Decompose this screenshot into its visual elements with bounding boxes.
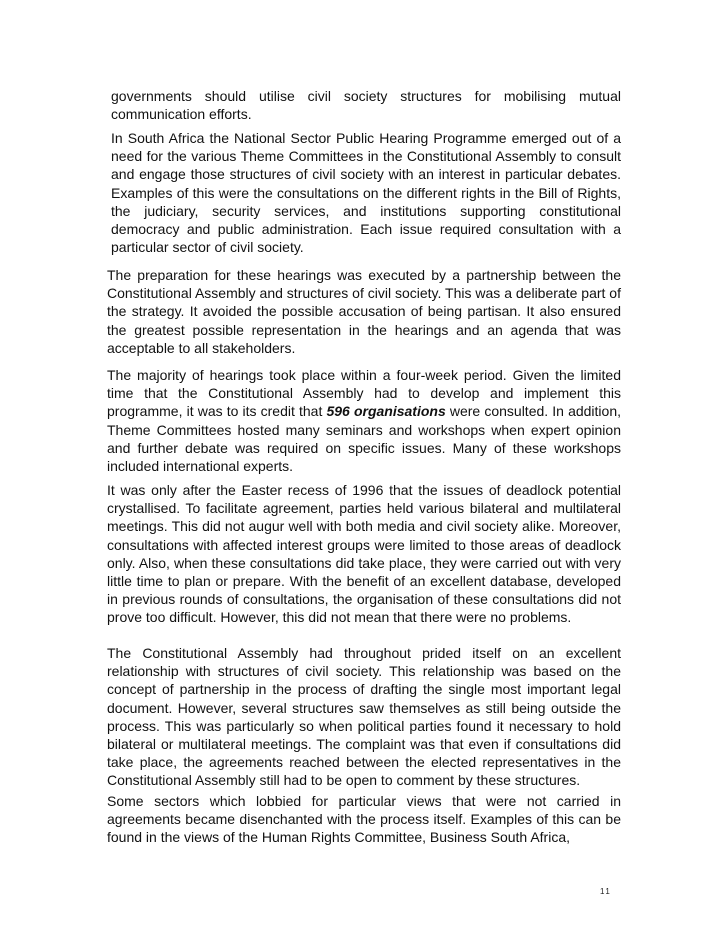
paragraph-text-after: were consulted. In addition, Theme Committees hosted many seminars and workshops when expert opinion and further debate was required on specific issues. Many of these workshops included international experts. xyxy=(107,403,621,475)
page-number: 11 xyxy=(600,887,612,896)
paragraph-disenchanted-sectors: Some sectors which lobbied for particular views that were not carried in agreements became disenchanted with the process itself. Examples of this can be found in the views of the Human Rights Committee, Business South Africa, xyxy=(107,793,621,846)
paragraph-preparation: The preparation for these hearings was executed by a partnership between the Constitutional Assembly and structures of civil society. This was a deliberate part of the strategy. It avoided the possible accusation of being partisan. It also ensured the greatest possible representation in the hearings and an agenda that was acceptable to all stakeholders. xyxy=(107,267,621,356)
paragraph-text-before: The majority of hearings took place within a four-week period. Given the limited time that the Constitutional Assembly had to develop and implement this programme, it was to its credit that xyxy=(107,367,621,420)
paragraph-hearing-programme: In South Africa the National Sector Public Hearing Programme emerged out of a need for the various Theme Committees in the Constitutional Assembly to consult and engage those structures of civil society with an interest in particular debates. Examples of this were the consultations on the different rights in the Bill of Rights, the judiciary, security services, and institutions supporting constitutional democracy and public administration. Each issue required consultation with a particular sector of civil society. xyxy=(111,130,621,256)
paragraph-majority-of-hearings xyxy=(107,366,621,475)
emphasis-organisations-count: 596 organisations xyxy=(326,403,446,420)
paragraph-civil-society-relationship: The Constitutional Assembly had throughout prided itself on an excellent relationship with structures of civil society. This relationship was based on the concept of partnership in the process of drafting the single most important legal document. However, several structures saw themselves as still being outside the process. This was particularly so when political parties found it necessary to hold bilateral or multilateral meetings. The complaint was that even if consultations did take place, the agreements reached between the elected representatives in the Constitutional Assembly still had to be open to comment by these structures. xyxy=(107,645,621,789)
paragraph-continued: governments should utilise civil society structures for mobilising mutual communication efforts. xyxy=(111,88,621,123)
paragraph-easter-recess: It was only after the Easter recess of 1996 that the issues of deadlock potential crystallised. To facilitate agreement, parties held various bilateral and multilateral meetings. This did not augur well with both media and civil society alike. Moreover, consultations with affected interest groups were limited to those areas of deadlock only. Also, when these consultations did take place, they were carried out with very little time to plan or prepare. With the benefit of an excellent database, developed in previous rounds of consultations, the organisation of these consultations did not prove too difficult. However, this did not mean that there were no problems. xyxy=(107,482,621,626)
